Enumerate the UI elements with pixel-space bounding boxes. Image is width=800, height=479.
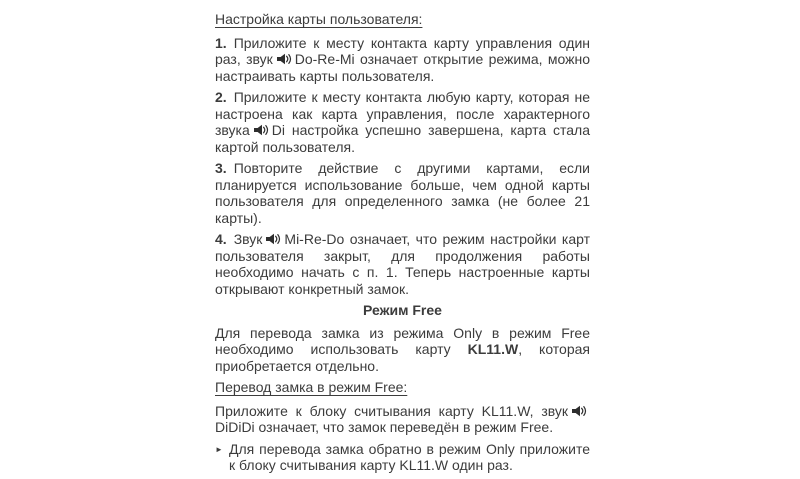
step-1-text-post: Do-Re-Mi означает открытие режима, можно настраивать карты пользователя. bbox=[215, 51, 590, 84]
step-3-text: Повторите действие с другими картами, если планируется использование больше, чем одной карты пользователя для определенного замка (не более 21 карты). bbox=[215, 160, 590, 226]
bullet-item bbox=[215, 441, 590, 474]
switch-free-text-post: DiDiDi означает, что замок переведён в режим Free. bbox=[215, 419, 554, 435]
switch-free-text-pre: Приложите к блоку считывания карту KL11.W, звук bbox=[215, 402, 568, 419]
free-mode-text-pre: Для перевода замка из режима Only в режим Free необходимо использовать карту bbox=[215, 324, 590, 357]
manual-text-column bbox=[215, 11, 590, 479]
switch-free-paragraph bbox=[215, 403, 590, 436]
step-4-number: 4. bbox=[215, 231, 227, 247]
step-1-text-pre: Приложите к месту контакта карту управления один раз, звук bbox=[215, 34, 590, 67]
step-2-text-pre: Приложите к месту контакта любую карту, которая не настроена как карта управления, после характерного звука bbox=[215, 89, 590, 138]
step-2-paragraph bbox=[215, 89, 590, 155]
step-1-number: 1. bbox=[215, 34, 227, 51]
speaker-icon bbox=[266, 233, 282, 245]
speaker-icon bbox=[254, 124, 270, 136]
step-3-paragraph bbox=[215, 160, 590, 226]
bullet-triangle-icon: ► bbox=[215, 444, 223, 454]
bullet-item-text: Для перевода замка обратно в режим Only приложите к блоку считывания карту KL11.W один раз. bbox=[229, 440, 590, 473]
step-4-text-pre: Звук bbox=[233, 231, 263, 247]
speaker-icon bbox=[277, 53, 293, 65]
step-3-number: 3. bbox=[215, 160, 227, 176]
free-mode-paragraph bbox=[215, 325, 590, 375]
step-1-paragraph bbox=[215, 35, 590, 85]
speaker-icon bbox=[572, 405, 588, 417]
step-4-paragraph bbox=[215, 231, 590, 297]
step-4-text-post: Mi-Re-Do означает, что режим настройки карт пользователя закрыт, для продолжения работы необходимо начать с п. 1. Теперь настроенные карты открывают конкретный замок. bbox=[215, 231, 590, 297]
step-2-number: 2. bbox=[215, 89, 227, 105]
step-2-text-post: Di настройка успешно завершена, карта стала картой пользователя. bbox=[215, 122, 590, 155]
card-model-bold: KL11.W bbox=[467, 341, 519, 357]
heading-text: Настройка карты пользователя: bbox=[215, 11, 423, 27]
free-mode-text-post: , которая приобретается отдельно. bbox=[215, 341, 590, 374]
section-heading-user-cards bbox=[215, 11, 590, 28]
section-heading-free-mode: Режим Free bbox=[363, 302, 442, 318]
section-heading-switch-free bbox=[215, 379, 590, 396]
heading-text: Перевод замка в режим Free: bbox=[215, 379, 408, 395]
